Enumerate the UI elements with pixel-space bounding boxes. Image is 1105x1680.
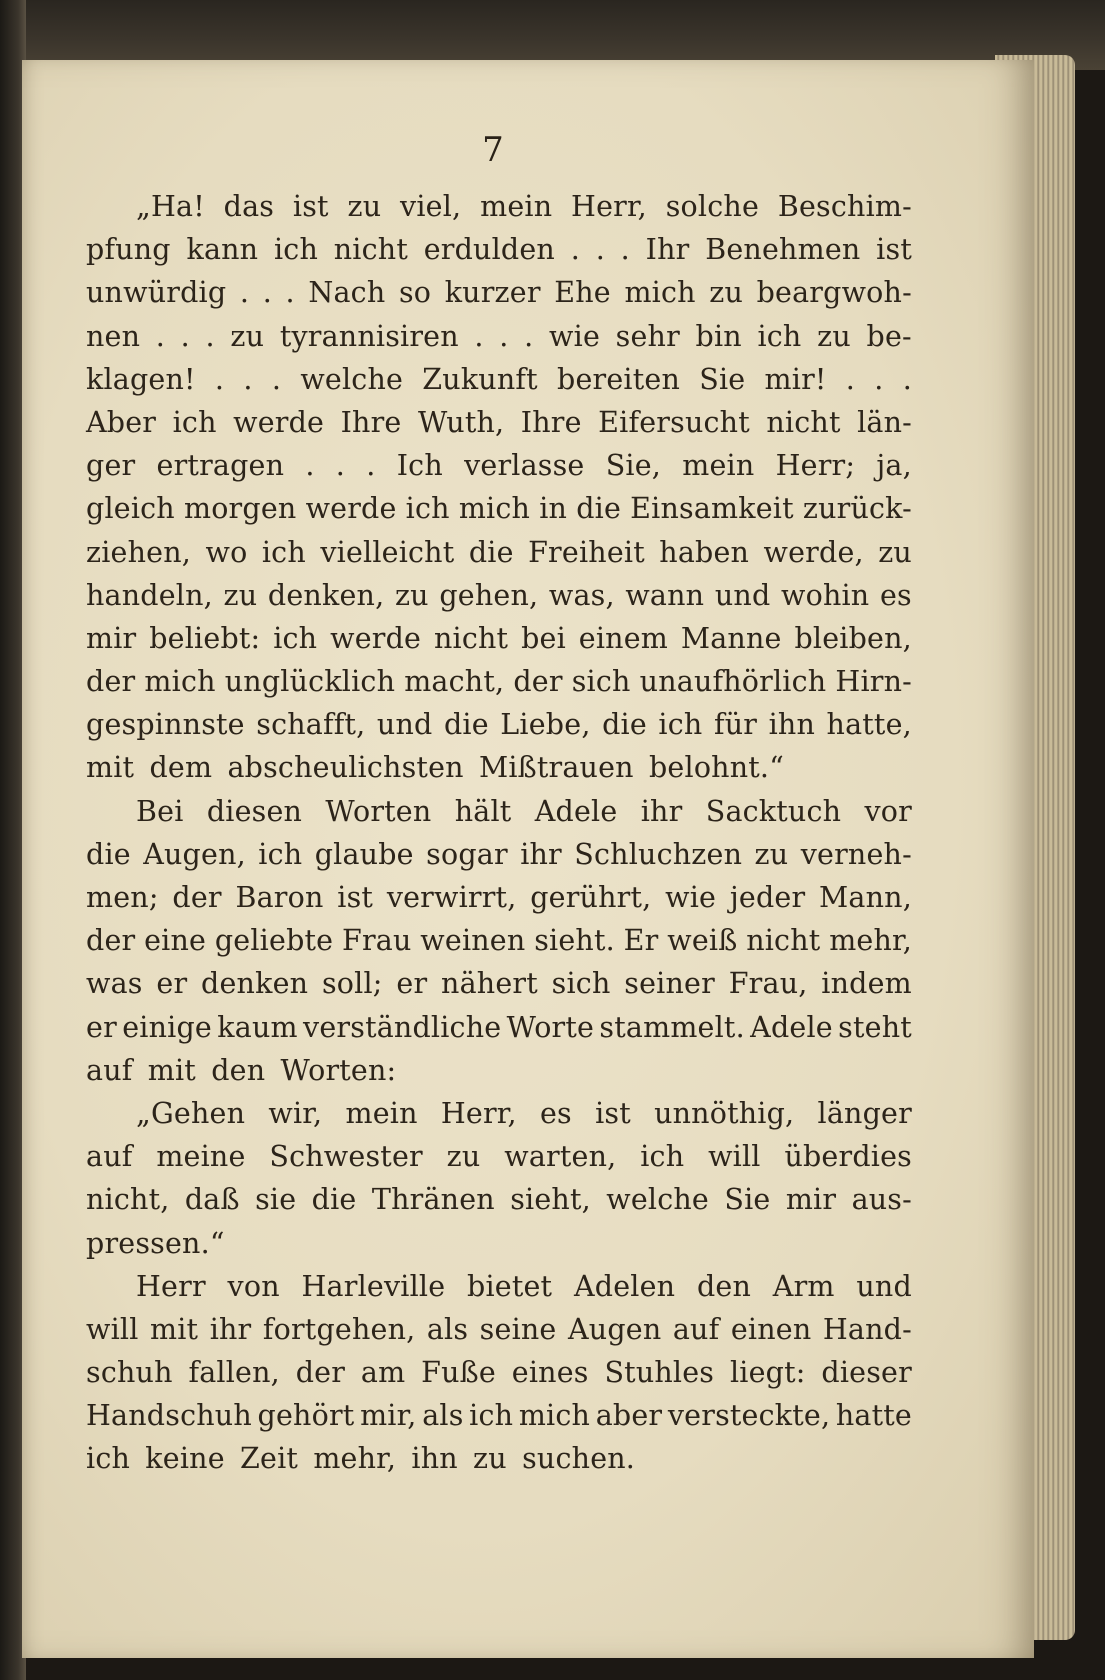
text-line: gespinnste schafft, und die Liebe, die ich für ihn hatte, <box>86 708 912 742</box>
text-line: unwürdig . . . Nach so kurzer Ehe mich zu beargwoh- <box>86 276 912 310</box>
text-line: ich keine Zeit mehr, ihn zu suchen. <box>86 1442 636 1476</box>
text-line: auf mit den Worten: <box>86 1053 397 1087</box>
text-line: pressen.“ <box>86 1226 225 1260</box>
text-line: ziehen, wo ich vielleicht die Freiheit haben werde, zu <box>86 535 912 569</box>
text-line: Handschuh gehört mir, als ich mich aber versteckte, hatte <box>86 1399 912 1433</box>
text-line: pfung kann ich nicht erdulden . . . Ihr Benehmen ist <box>86 233 912 267</box>
text-line: er einige kaum verständliche Worte stammelt. Adele steht <box>86 1010 912 1044</box>
text-line: was er denken soll; er nähert sich seiner Frau, indem <box>86 967 912 1001</box>
text-line: der mich unglücklich macht, der sich unaufhörlich Hirn- <box>86 665 912 699</box>
text-line: nicht, daß sie die Thränen sieht, welche Sie mir aus- <box>86 1183 912 1217</box>
text-line: schuh fallen, der am Fuße eines Stuhles liegt: dieser <box>86 1356 912 1390</box>
text-line: „Gehen wir, mein Herr, es ist unnöthig, länger <box>136 1096 912 1130</box>
text-line: der eine geliebte Frau weinen sieht. Er weiß nicht mehr, <box>86 924 912 958</box>
text-line: gleich morgen werde ich mich in die Einsamkeit zurück- <box>86 492 912 526</box>
book-page <box>22 60 1034 1658</box>
text-line: klagen! . . . welche Zukunft bereiten Sie mir! . . . <box>86 362 912 396</box>
text-line: auf meine Schwester zu warten, ich will überdies <box>86 1140 912 1174</box>
text-line: die Augen, ich glaube sogar ihr Schluchzen zu verneh- <box>86 837 912 871</box>
text-line: nen . . . zu tyrannisiren . . . wie sehr bin ich zu be- <box>86 319 912 353</box>
text-line: handeln, zu denken, zu gehen, was, wann und wohin es <box>86 578 912 612</box>
text-line: ger ertragen . . . Ich verlasse Sie, mein Herr; ja, <box>86 449 912 483</box>
text-line: will mit ihr fortgehen, als seine Augen auf einen Hand- <box>86 1312 912 1346</box>
text-line: Bei diesen Worten hält Adele ihr Sacktuch vor <box>136 794 912 828</box>
body-text <box>86 190 912 1486</box>
text-line: mir beliebt: ich werde nicht bei einem Manne bleiben, <box>86 621 912 655</box>
text-line: men; der Baron ist verwirrt, gerührt, wie jeder Mann, <box>86 881 912 914</box>
text-line: mit dem abscheulichsten Mißtrauen belohnt.“ <box>86 751 784 785</box>
text-line: Herr von Harleville bietet Adelen den Arm und <box>136 1269 912 1303</box>
text-line: Aber ich werde Ihre Wuth, Ihre Eifersucht nicht län- <box>86 405 912 439</box>
text-line: „Ha! das ist zu viel, mein Herr, solche Beschim- <box>136 190 912 223</box>
page-number: 7 <box>482 130 504 170</box>
